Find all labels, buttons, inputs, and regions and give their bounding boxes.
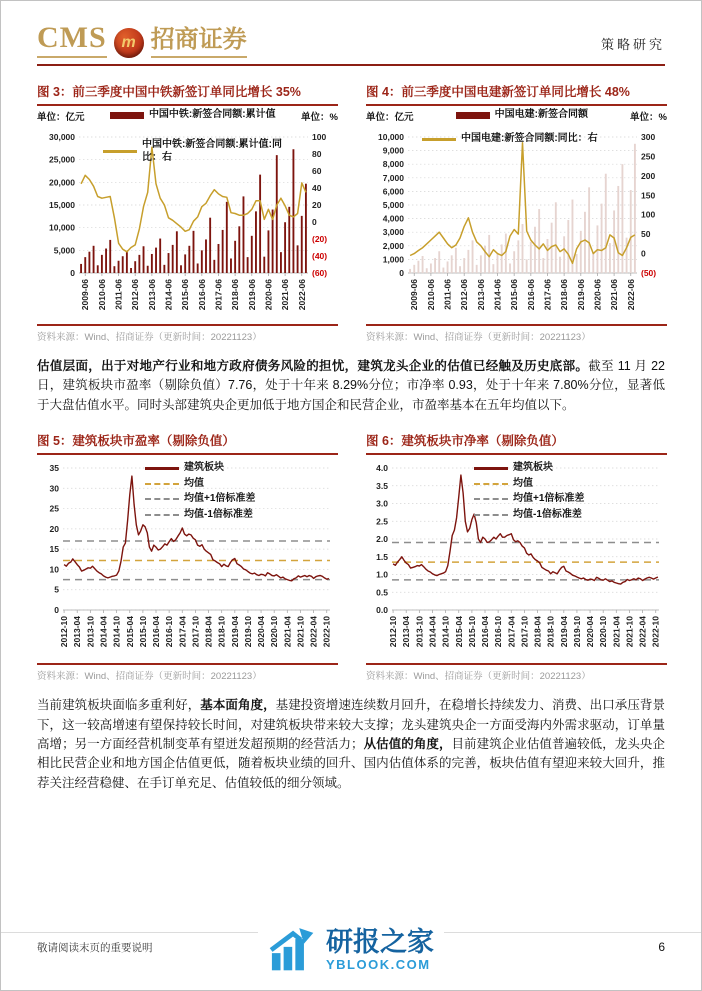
chart-card-fig5 [37,431,338,682]
legend-swatch-bar-icon [456,112,490,119]
chart-card-fig6 [366,431,667,682]
svg-text:100: 100 [641,209,656,220]
svg-text:0: 0 [641,248,646,259]
svg-text:2020-10: 2020-10 [598,616,609,648]
outlook-paragraph [37,696,665,793]
svg-text:5,000: 5,000 [53,245,75,256]
svg-text:2018-10: 2018-10 [216,616,227,648]
charts-row-2 [37,431,665,682]
legend-item [474,462,584,475]
svg-text:2021-04: 2021-04 [282,616,293,648]
svg-text:25: 25 [49,503,59,514]
legend-overlay [145,462,255,521]
legend-label: 建筑板块 [184,462,224,474]
legend-label: 均值+1倍标准差 [513,493,585,505]
svg-text:40: 40 [312,183,322,193]
legend-swatch-dash-icon [145,514,179,516]
svg-text:30: 30 [49,483,59,494]
svg-text:0: 0 [399,268,404,278]
svg-text:2014-04: 2014-04 [427,616,438,648]
svg-text:2017-04: 2017-04 [506,616,517,648]
svg-text:1,000: 1,000 [382,254,404,265]
svg-text:2015-10: 2015-10 [466,616,477,648]
svg-text:2014-06: 2014-06 [492,279,503,311]
company-name: 招商证券 [151,28,247,58]
chart-bottom-divider [366,663,667,665]
watermark-logo [258,928,444,972]
svg-text:2022-06: 2022-06 [296,279,307,311]
legend-overlay [422,133,598,146]
legend-item [474,478,584,491]
text-bold-segment: 从估值的角度， [363,736,452,751]
svg-text:3.5: 3.5 [376,480,388,491]
svg-text:(20): (20) [312,234,328,244]
svg-text:2021-06: 2021-06 [280,279,291,311]
unit-label-left: 单位：亿元 [366,112,414,123]
svg-text:2011-06: 2011-06 [113,279,124,310]
cms-badge-icon: m [114,28,144,58]
svg-text:2016-06: 2016-06 [196,279,207,311]
legend-overlay [103,139,293,164]
page-number: 6 [658,940,665,954]
svg-text:15: 15 [49,544,59,555]
legend-swatch-dash-icon [145,483,179,485]
legend-label: 中国中铁:新签合同额:累计值 [148,109,276,120]
legend-label: 均值 [513,477,533,489]
svg-text:2012-10: 2012-10 [388,616,399,648]
svg-text:0: 0 [312,217,317,227]
svg-text:2022-10: 2022-10 [650,616,661,648]
legend-label: 中国电建:新签合同额 [494,109,588,120]
chart-legend-head [366,109,667,123]
svg-text:(40): (40) [312,251,328,261]
svg-text:150: 150 [641,190,656,201]
svg-text:2021-10: 2021-10 [624,616,635,648]
source-note: 资料来源：Wind、招商证券（更新时间：20221123） [37,671,262,683]
legend-label: 建筑板块 [513,462,553,474]
svg-text:5: 5 [54,584,59,595]
svg-text:80: 80 [312,149,322,159]
chart-svg [366,123,667,319]
legend-item [145,478,255,491]
text-segment: 截至 11 月 22 日，建筑板块市盈率（剔除负值）7.76，处于十年来 8.29%分位；市净率 0.93，处于十年来 7.80%分位，显著低于大盘估值水平。同时头部建筑央企更加低于地方国企和民营企业，市盈率基本在五年均值以下。 [37,359,665,412]
chart-legend-head [37,109,338,123]
svg-text:2013-10: 2013-10 [85,616,96,648]
legend-swatch-line-icon [145,467,179,470]
svg-text:2020-10: 2020-10 [269,616,280,648]
text-segment: 基建投资增速连续数月回升，在稳增长持续发力、消费、出口承压背景下，这一较高增速有望保持较长时间，对建筑板块带来较大支撑；龙头建筑央企一方面受海内外需求驱动，订单量高增；另一方面经营机制变革有望迸发超预期的经营活力； [37,698,665,751]
svg-text:5,000: 5,000 [382,200,404,210]
svg-text:25,000: 25,000 [49,154,75,165]
source-note: 资料来源：Wind、招商证券（更新时间：20221123） [37,332,262,343]
charts-row-1 [37,82,665,343]
chart-plot [366,123,667,324]
svg-text:2013-06: 2013-06 [146,279,157,311]
chart-plot [366,458,667,663]
svg-text:250: 250 [641,151,656,162]
svg-text:(50): (50) [641,268,657,278]
svg-text:2011-06: 2011-06 [442,279,453,310]
svg-text:2,000: 2,000 [382,240,404,251]
chart-card-fig3 [37,82,338,343]
legend-slot [110,109,276,122]
svg-text:2018-06: 2018-06 [559,279,570,311]
legend-swatch-line-icon [474,467,508,470]
text-bold-segment: 估值层面，出于对地产行业和地方政府债务风险的担忧，建筑龙头企业的估值已经触及历史底部。 [37,359,589,373]
legend-slot [456,109,588,122]
legend-item [145,462,255,475]
svg-text:2015-04: 2015-04 [124,616,135,648]
legend-swatch-bar-icon [110,112,144,119]
legend-label: 均值 [184,477,204,489]
chart-plot [37,458,338,663]
svg-text:2012-06: 2012-06 [459,279,470,311]
svg-text:200: 200 [641,170,656,181]
svg-text:4,000: 4,000 [382,213,404,224]
svg-text:2012-06: 2012-06 [130,279,141,311]
svg-text:20: 20 [312,200,322,210]
legend-swatch-dash-icon [474,514,508,516]
svg-text:2022-10: 2022-10 [321,616,332,648]
watermark-title: 研报之家 [326,927,434,958]
svg-text:8,000: 8,000 [382,159,404,170]
valuation-paragraph [37,357,665,415]
svg-text:0: 0 [70,268,75,278]
svg-text:1.0: 1.0 [376,569,388,580]
svg-text:2019-04: 2019-04 [229,616,240,648]
svg-text:2015-10: 2015-10 [137,616,148,648]
svg-text:50: 50 [641,229,651,240]
svg-text:20,000: 20,000 [49,177,75,188]
svg-text:60: 60 [312,166,322,176]
chart-bottom-divider [366,324,667,326]
svg-text:10: 10 [49,564,59,575]
svg-text:0.0: 0.0 [376,605,388,616]
page-header [37,23,665,66]
cms-logo [37,23,247,58]
svg-text:2022-04: 2022-04 [637,616,648,648]
svg-text:0.5: 0.5 [376,587,388,598]
unit-label-right: 单位：% [301,112,338,123]
legend-label: 中国中铁:新签合同额:累计值:同比：右 [142,139,282,163]
legend-swatch-dash-icon [145,498,179,500]
legend-label: 均值+1倍标准差 [184,493,256,505]
chart-title: 图 6：建筑板块市净率（剔除负值） [366,431,667,455]
chart-bottom-divider [37,663,338,665]
svg-text:2013-04: 2013-04 [401,616,412,648]
source-note: 资料来源：Wind、招商证券（更新时间：20221123） [366,332,591,343]
svg-text:30,000: 30,000 [49,132,75,142]
legend-label: 均值-1倍标准差 [513,508,582,520]
legend-item [145,493,255,506]
svg-text:2019-06: 2019-06 [246,279,257,311]
svg-text:2019-06: 2019-06 [575,279,586,311]
svg-text:2020-04: 2020-04 [256,616,267,648]
svg-text:2019-10: 2019-10 [571,616,582,648]
legend-label: 中国电建:新签合同额:同比：右 [461,133,598,144]
svg-text:6,000: 6,000 [382,186,404,197]
svg-text:2021-10: 2021-10 [295,616,306,648]
svg-text:10,000: 10,000 [49,222,75,233]
legend-swatch-line-icon [422,138,456,141]
svg-text:10,000: 10,000 [378,132,404,142]
svg-text:1.5: 1.5 [376,551,388,562]
unit-label-left: 单位：亿元 [37,112,85,123]
svg-text:2018-04: 2018-04 [532,616,543,648]
svg-text:2021-04: 2021-04 [611,616,622,648]
text-segment: 当前建筑板块面临多重利好， [37,698,201,713]
chart-title: 图 5：建筑板块市盈率（剔除负值） [37,431,338,455]
svg-text:2012-10: 2012-10 [59,616,70,648]
svg-text:2016-04: 2016-04 [480,616,491,648]
svg-text:2017-06: 2017-06 [213,279,224,311]
svg-text:2015-04: 2015-04 [453,616,464,648]
svg-text:2013-06: 2013-06 [475,279,486,311]
svg-text:2020-06: 2020-06 [592,279,603,311]
svg-text:2010-06: 2010-06 [425,279,436,311]
svg-text:35: 35 [49,463,59,474]
svg-text:2009-06: 2009-06 [409,279,420,311]
svg-text:2016-10: 2016-10 [493,616,504,648]
svg-text:2015-06: 2015-06 [509,279,520,311]
svg-text:2018-06: 2018-06 [230,279,241,311]
cms-wordmark: CMS [37,23,107,58]
svg-text:2015-06: 2015-06 [180,279,191,311]
svg-text:7,000: 7,000 [382,172,404,183]
svg-text:2017-06: 2017-06 [542,279,553,311]
svg-text:20: 20 [49,523,59,534]
svg-text:2020-04: 2020-04 [585,616,596,648]
legend-item [422,133,598,146]
svg-text:2009-06: 2009-06 [80,279,91,311]
svg-text:2014-10: 2014-10 [111,616,122,648]
legend-swatch-line-icon [103,150,137,153]
unit-label-right: 单位：% [630,112,667,123]
svg-text:2019-04: 2019-04 [558,616,569,648]
chart-plot [37,123,338,324]
watermark-site: YBLOOK.COM [326,956,431,972]
svg-text:2019-10: 2019-10 [242,616,253,648]
svg-text:2017-10: 2017-10 [519,616,530,648]
svg-text:2020-06: 2020-06 [263,279,274,311]
svg-text:300: 300 [641,132,656,142]
svg-text:(60): (60) [312,268,328,278]
legend-swatch-dash-icon [474,498,508,500]
header-divider [37,64,665,66]
report-type-label: 策略研究 [600,37,665,52]
svg-text:2014-04: 2014-04 [98,616,109,648]
svg-text:2014-10: 2014-10 [440,616,451,648]
svg-text:2016-10: 2016-10 [164,616,175,648]
svg-text:2013-10: 2013-10 [414,616,425,648]
svg-text:2018-04: 2018-04 [203,616,214,648]
svg-text:2022-04: 2022-04 [308,616,319,648]
svg-text:9,000: 9,000 [382,145,404,156]
svg-text:2010-06: 2010-06 [96,279,107,311]
svg-text:3,000: 3,000 [382,227,404,238]
page-footer [37,920,665,990]
svg-text:2017-04: 2017-04 [177,616,188,648]
svg-text:2021-06: 2021-06 [609,279,620,311]
source-note: 资料来源：Wind、招商证券（更新时间：20221123） [366,671,591,683]
disclaimer-text: 敬请阅读末页的重要说明 [37,942,153,954]
svg-text:2018-10: 2018-10 [545,616,556,648]
svg-text:3.0: 3.0 [376,498,388,509]
svg-text:4.0: 4.0 [376,463,388,474]
svg-text:2017-10: 2017-10 [190,616,201,648]
text-segment: 目前建筑企业估值普遍较低，龙头央企相比民营企业和地方国企估值更低，随着板块业绩的回升、国内估值体系的完善，板块估值有望迎来较大回升，推荐关注经营稳健、在手订单充足、估值较低的细分领域。 [37,736,665,790]
svg-text:100: 100 [312,132,327,142]
legend-label: 均值-1倍标准差 [184,508,253,520]
legend-item [474,509,584,522]
legend-item [110,109,276,122]
svg-text:2013-04: 2013-04 [72,616,83,648]
legend-item [456,109,588,122]
svg-text:2.0: 2.0 [376,534,388,545]
legend-overlay [474,462,584,521]
svg-text:2022-06: 2022-06 [625,279,636,311]
chart-title: 图 3：前三季度中国中铁新签订单同比增长 35% [37,82,338,106]
svg-text:15,000: 15,000 [49,200,75,210]
legend-swatch-dash-icon [474,483,508,485]
legend-item [474,493,584,506]
chart-card-fig4 [366,82,667,343]
chart-title: 图 4：前三季度中国电建新签订单同比增长 48% [366,82,667,106]
svg-text:0: 0 [54,605,59,616]
svg-text:2014-06: 2014-06 [163,279,174,311]
svg-text:2.5: 2.5 [376,516,388,527]
legend-item [103,139,293,164]
chart-bottom-divider [37,324,338,326]
text-bold-segment: 基本面角度， [200,698,276,713]
svg-text:2016-06: 2016-06 [525,279,536,311]
chart-bars-arrow-icon [268,928,318,972]
legend-item [145,509,255,522]
svg-text:2016-04: 2016-04 [151,616,162,648]
